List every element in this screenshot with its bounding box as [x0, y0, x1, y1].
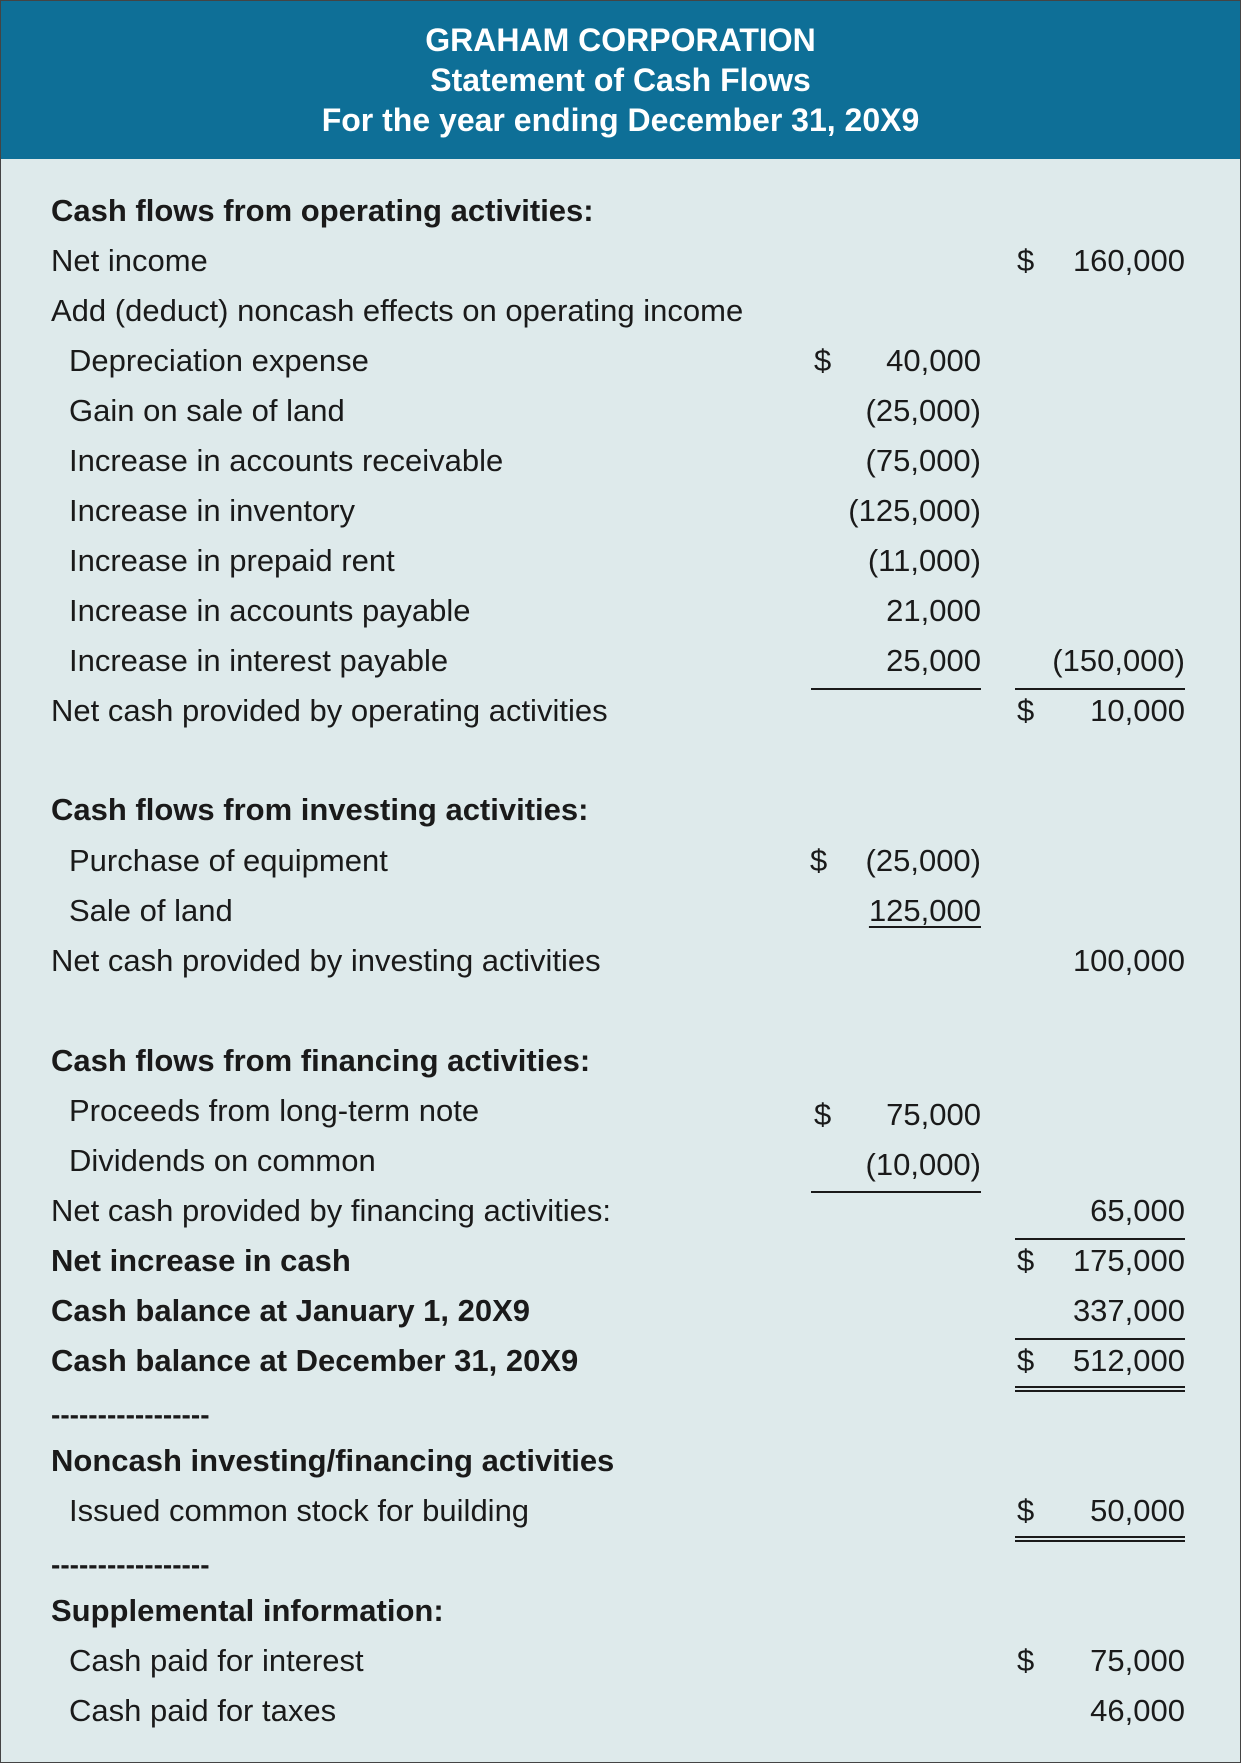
- operating-net-value: 10,000: [1090, 693, 1185, 728]
- net-increase-label: Net increase in cash: [51, 1243, 351, 1278]
- currency-symbol: $: [814, 343, 832, 378]
- investing-item-label: Sale of land: [69, 893, 233, 928]
- net-income-label: Net income: [51, 243, 208, 278]
- financing-net-row: [1, 1193, 1240, 1243]
- noncash-item-value: 50,000: [1090, 1493, 1185, 1528]
- operating-net-row: [1, 693, 1240, 743]
- investing-item-row: [1, 843, 1240, 893]
- investing-item-value: 125,000: [868, 893, 981, 928]
- operating-item-row: [1, 443, 1240, 493]
- financing-item-row: [1, 1093, 1240, 1143]
- investing-item-value: (25,000): [865, 843, 981, 878]
- adjustments-total: (150,000): [1052, 643, 1185, 678]
- statement-period: For the year ending December 31, 20X9: [321, 102, 920, 138]
- financing-net-value: 65,000: [1090, 1193, 1185, 1228]
- operating-item-label: Depreciation expense: [69, 343, 369, 378]
- double-rule: [1015, 1536, 1185, 1542]
- investing-net-label: Net cash provided by investing activities: [51, 943, 601, 978]
- supplemental-item-value: 75,000: [1090, 1643, 1185, 1678]
- subtotal-rule: [1015, 1338, 1185, 1340]
- operating-item-value: (125,000): [848, 493, 981, 528]
- noncash-item-label: Issued common stock for building: [69, 1493, 530, 1528]
- supplemental-heading-row: [1, 1593, 1240, 1643]
- ending-balance-label: Cash balance at December 31, 20X9: [51, 1343, 579, 1378]
- statement-header: [1, 1, 1240, 159]
- financing-item-value: 75,000: [886, 1097, 981, 1132]
- operating-item-row: [1, 343, 1240, 393]
- supplemental-item-label: Cash paid for interest: [69, 1643, 364, 1678]
- investing-item-label: Purchase of equipment: [69, 843, 388, 878]
- investing-heading-row: [1, 792, 1240, 842]
- operating-item-value: 40,000: [886, 343, 981, 378]
- investing-net-row: [1, 943, 1240, 993]
- operating-item-row: [1, 393, 1240, 443]
- section-separator: -----------------: [51, 1549, 210, 1580]
- net-increase-value: 175,000: [1072, 1243, 1185, 1278]
- operating-item-label: Increase in accounts payable: [69, 593, 471, 628]
- operating-item-value: (75,000): [865, 443, 981, 478]
- operating-item-label: Increase in inventory: [69, 493, 356, 528]
- operating-item-value: 21,000: [886, 593, 981, 628]
- adjustments-row: [1, 293, 1240, 343]
- net-income-value: 160,000: [1072, 243, 1185, 278]
- supplemental-item-label: Cash paid for taxes: [69, 1693, 337, 1728]
- subtotal-rule: [1015, 688, 1185, 690]
- financing-item-value: (10,000): [865, 1147, 981, 1182]
- double-rule: [1015, 1386, 1185, 1392]
- operating-net-label: Net cash provided by operating activities: [51, 693, 608, 728]
- subtotal-rule: [1015, 1238, 1185, 1240]
- currency-symbol: $: [1017, 1243, 1035, 1278]
- operating-item-label: Increase in accounts receivable: [69, 443, 504, 478]
- supplemental-heading: Supplemental information:: [51, 1593, 444, 1628]
- noncash-heading: Noncash investing/financing activities: [51, 1443, 615, 1478]
- supplemental-item-row: [1, 1693, 1240, 1743]
- noncash-heading-row: [1, 1443, 1240, 1493]
- currency-symbol: $: [1017, 1643, 1035, 1678]
- financing-item-label: Dividends on common: [69, 1143, 376, 1178]
- operating-item-value: (25,000): [865, 393, 981, 428]
- supplemental-item-value: 46,000: [1090, 1693, 1185, 1728]
- currency-symbol: $: [1017, 1343, 1035, 1378]
- investing-net-value: 100,000: [1072, 943, 1185, 978]
- operating-item-row: [1, 643, 1240, 693]
- operating-item-row: [1, 543, 1240, 593]
- financing-heading-row: [1, 1043, 1240, 1093]
- adjustments-label: Add (deduct) noncash effects on operating income: [51, 293, 744, 328]
- operating-item-label: Gain on sale of land: [69, 393, 345, 428]
- currency-symbol: $: [1017, 693, 1035, 728]
- net-income-row: [1, 243, 1240, 293]
- statement-title: Statement of Cash Flows: [430, 62, 811, 98]
- operating-heading-row: [1, 193, 1240, 243]
- operating-item-row: [1, 493, 1240, 543]
- operating-item-label: Increase in interest payable: [69, 643, 449, 678]
- net-increase-row: [1, 1243, 1240, 1293]
- investing-heading: Cash flows from investing activities:: [51, 792, 589, 827]
- financing-item-label: Proceeds from long-term note: [69, 1093, 480, 1128]
- currency-symbol: $: [810, 843, 828, 878]
- financing-net-label: Net cash provided by financing activities:: [51, 1193, 612, 1228]
- beginning-balance-label: Cash balance at January 1, 20X9: [51, 1293, 531, 1328]
- operating-item-label: Increase in prepaid rent: [69, 543, 395, 578]
- financing-heading: Cash flows from financing activities:: [51, 1043, 591, 1078]
- ending-balance-value: 512,000: [1072, 1343, 1185, 1378]
- section-separator: -----------------: [51, 1399, 210, 1430]
- financing-item-row: [1, 1143, 1240, 1193]
- beginning-balance-row: [1, 1293, 1240, 1343]
- currency-symbol: $: [1017, 1493, 1035, 1528]
- company-name: GRAHAM CORPORATION: [425, 22, 816, 58]
- operating-heading: Cash flows from operating activities:: [51, 193, 594, 228]
- supplemental-item-row: [1, 1643, 1240, 1693]
- beginning-balance-value: 337,000: [1072, 1293, 1185, 1328]
- investing-item-row: [1, 893, 1240, 943]
- currency-symbol: $: [814, 1097, 832, 1132]
- operating-item-value: 25,000: [886, 643, 981, 678]
- operating-item-value: (11,000): [867, 543, 981, 578]
- operating-item-row: [1, 593, 1240, 643]
- subtotal-rule: [811, 688, 981, 690]
- currency-symbol: $: [1017, 243, 1035, 278]
